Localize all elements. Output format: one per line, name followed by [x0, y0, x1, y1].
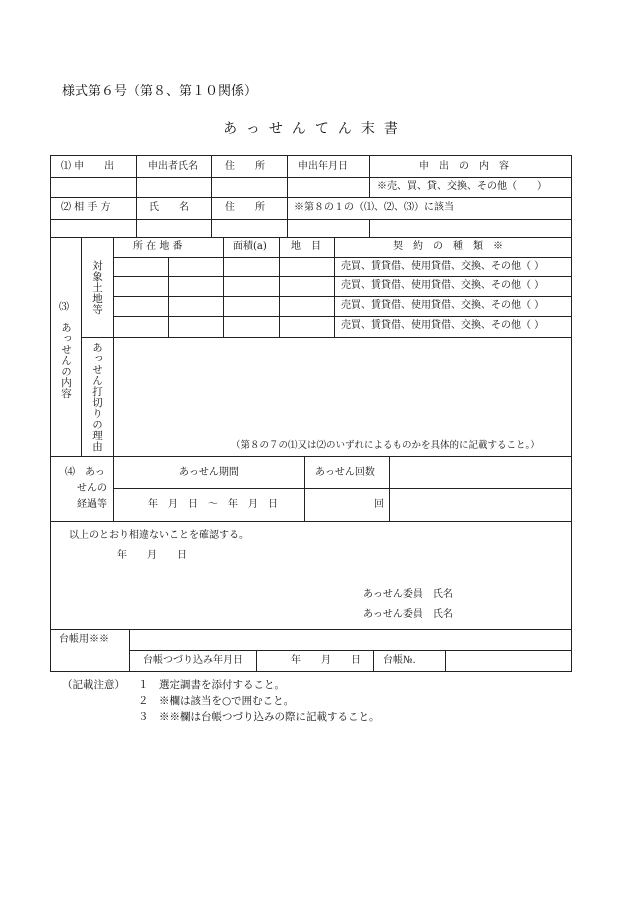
- mediation-period-header: あっせん期間: [179, 467, 239, 478]
- application-content-header: 申 出 の 内 容: [419, 161, 509, 172]
- ledger-filing-date-label: 台帳つづり込み年月日: [143, 655, 243, 666]
- contract-type-row: 売買、賃貸借、使用貸借、交換、その他（ ）: [341, 320, 545, 331]
- document-title: あっせんてん末書: [223, 121, 407, 137]
- application-date-header: 申出年月日: [298, 161, 348, 172]
- notes-title: （記載注意）: [62, 679, 125, 691]
- form-frame: [50, 155, 572, 672]
- location-header: 所 在 地 番: [133, 241, 183, 252]
- confirmation-date: 年 月 日: [117, 550, 187, 561]
- counterparty-address-header: 住 所: [225, 202, 265, 213]
- mediation-content-label: あっせんの内容: [60, 322, 72, 399]
- note-item: １ 選定調書を添付すること。: [138, 679, 285, 691]
- progress-label-line1: ⑷ あっ: [65, 467, 105, 478]
- applicant-label: ⑴ 申 出: [61, 161, 115, 172]
- mediation-content-number: ⑶: [59, 302, 69, 313]
- mediation-period-value: 年 月 日 ～ 年 月 日: [148, 499, 278, 510]
- contract-type-row: 売買、賃貸借、使用貸借、交換、その他（ ）: [341, 261, 545, 272]
- counterparty-label: ⑵ 相 手 方: [61, 202, 111, 213]
- termination-note: （第８の７の⑴又は⑵のいずれによるものかを具体的に記載すること。）: [231, 440, 540, 451]
- applicant-name-header: 申出者氏名: [148, 161, 198, 172]
- mediation-count-header: あっせん回数: [315, 467, 375, 478]
- termination-reason-label: あっせん打切りの理由: [91, 342, 103, 452]
- applicant-address-header: 住 所: [225, 161, 265, 172]
- contract-type-header: 契 約 の 種 類 ※: [393, 241, 503, 252]
- counterparty-note: ※第８の１の（⑴、⑵、⑶）に該当: [294, 202, 454, 213]
- ledger-filing-date-value: 年 月 日: [291, 655, 361, 666]
- mediation-count-unit: 回: [374, 499, 384, 510]
- form-number: 様式第６号（第８、第１０関係）: [62, 84, 258, 99]
- contract-type-row: 売買、賃貸借、使用貸借、交換、その他（ ）: [341, 300, 545, 311]
- ledger-label: 台帳用※※: [59, 634, 109, 645]
- ledger-number-label: 台帳№.: [383, 655, 416, 666]
- note-item: ２ ※欄は該当を○で囲むこと。: [138, 695, 295, 707]
- mediation-member-name: あっせん委員 氏名: [363, 589, 453, 600]
- area-header: 面積(a): [233, 241, 267, 252]
- target-land-label: 対象土地等: [91, 260, 103, 315]
- confirmation-statement: 以上のとおり相違ないことを確認する。: [69, 530, 249, 541]
- application-content-options: ※売、買、貸、交換、その他（ ）: [377, 181, 547, 192]
- mediation-member-name: あっせん委員 氏名: [363, 609, 453, 620]
- contract-type-row: 売買、賃貸借、使用貸借、交換、その他（ ）: [341, 280, 545, 291]
- progress-label-line3: 経過等: [77, 499, 107, 510]
- land-category-header: 地 目: [291, 241, 321, 252]
- progress-label-line2: せんの: [77, 483, 107, 494]
- counterparty-name-header: 氏 名: [149, 202, 189, 213]
- note-item: ３ ※※欄は台帳つづり込みの際に記載すること。: [138, 711, 380, 723]
